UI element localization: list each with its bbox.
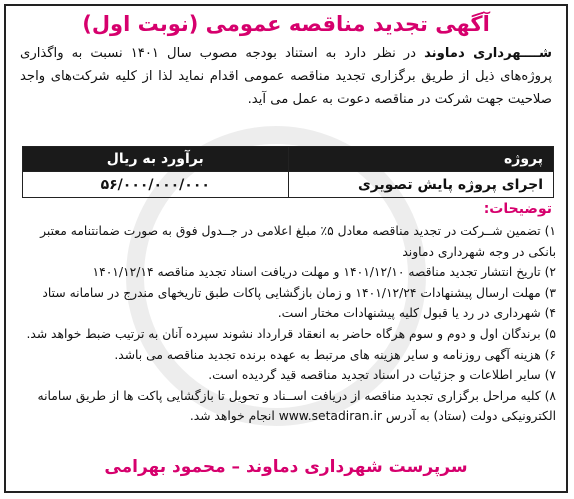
project-name: اجرای پروژه پایش تصویری bbox=[288, 172, 554, 198]
list-item: ۸) کلیه مراحل برگزاری تجدید مناقصه از دریافت اســناد و تحویل تا بازگشایی پاکت ها از طریق سامانه الکترونیکی دولت (ستاد) به آدرس www.setadiran.ir انجام خواهد شد. bbox=[37, 388, 556, 424]
notice-frame bbox=[4, 4, 568, 493]
projects-table bbox=[22, 146, 554, 198]
intro-text: در نظر دارد به استناد بودجه مصوب سال ۱۴۰۱ نسبت به واگذاری پروژه‌های ذیل از طریق برگزاری تجدید مناقصه عمومی اقدام نماید لذا از کلیه شرکت‌های واجد صلاحیت جهت شرکت در مناقصه دعوت به عمل می آید. bbox=[20, 46, 552, 107]
header-estimate: برآورد به ریال bbox=[23, 147, 289, 172]
list-item: ۵) برندگان اول و دوم و سوم هرگاه حاضر به انعقاد قرارداد نشوند سپرده آنان به ترتیب ضبط خواهد شد. bbox=[26, 326, 556, 341]
organization-name: شــــهرداری دماوند bbox=[424, 46, 552, 61]
list-item: ۲) تاریخ انتشار تجدید مناقصه ۱۴۰۱/۱۲/۱۰ و مهلت دریافت اسناد تجدید مناقصه ۱۴۰۱/۱۲/۱۴ bbox=[92, 265, 556, 280]
header-project: پروژه bbox=[288, 147, 554, 172]
list-item: ۳) مهلت ارسال پیشنهادات ۱۴۰۱/۱۲/۲۴ و زمان بازگشایی پاکات طبق تاریخهای مندرج در سامانه ستاد bbox=[42, 285, 556, 300]
table-header-row bbox=[23, 147, 554, 172]
list-item: ۱) تضمین شــرکت در تجدید مناقصه معادل ۵٪ مبلغ اعلامی در جــدول فوق به صورت ضمانتنامه معتبر بانکی در وجه شهرداری دماوند bbox=[40, 224, 556, 259]
list-item: ۷) سایر اطلاعات و جزئیات در اسناد تجدید مناقصه قید گردیده است. bbox=[208, 368, 556, 383]
list-item: ۴) شهرداری در رد یا قبول کلیه پیشنهادات مختار است. bbox=[277, 306, 556, 321]
project-estimate: ۵۶/۰۰۰/۰۰۰/۰۰۰ bbox=[23, 172, 289, 198]
list-item: ۶) هزینه آگهی روزنامه و سایر هزینه های مرتبط به عهده برنده تجدید مناقصه می باشد. bbox=[114, 347, 556, 362]
notes-heading: توضیحات: bbox=[483, 201, 552, 217]
notice-title: آگهی تجدید مناقصه عمومی (نوبت اول) bbox=[82, 12, 490, 36]
table-row bbox=[23, 172, 554, 198]
intro-paragraph bbox=[20, 42, 552, 111]
signature-footer: سرپرست شهرداری دماوند – محمود بهرامی bbox=[104, 457, 468, 477]
notes-list bbox=[16, 221, 556, 427]
